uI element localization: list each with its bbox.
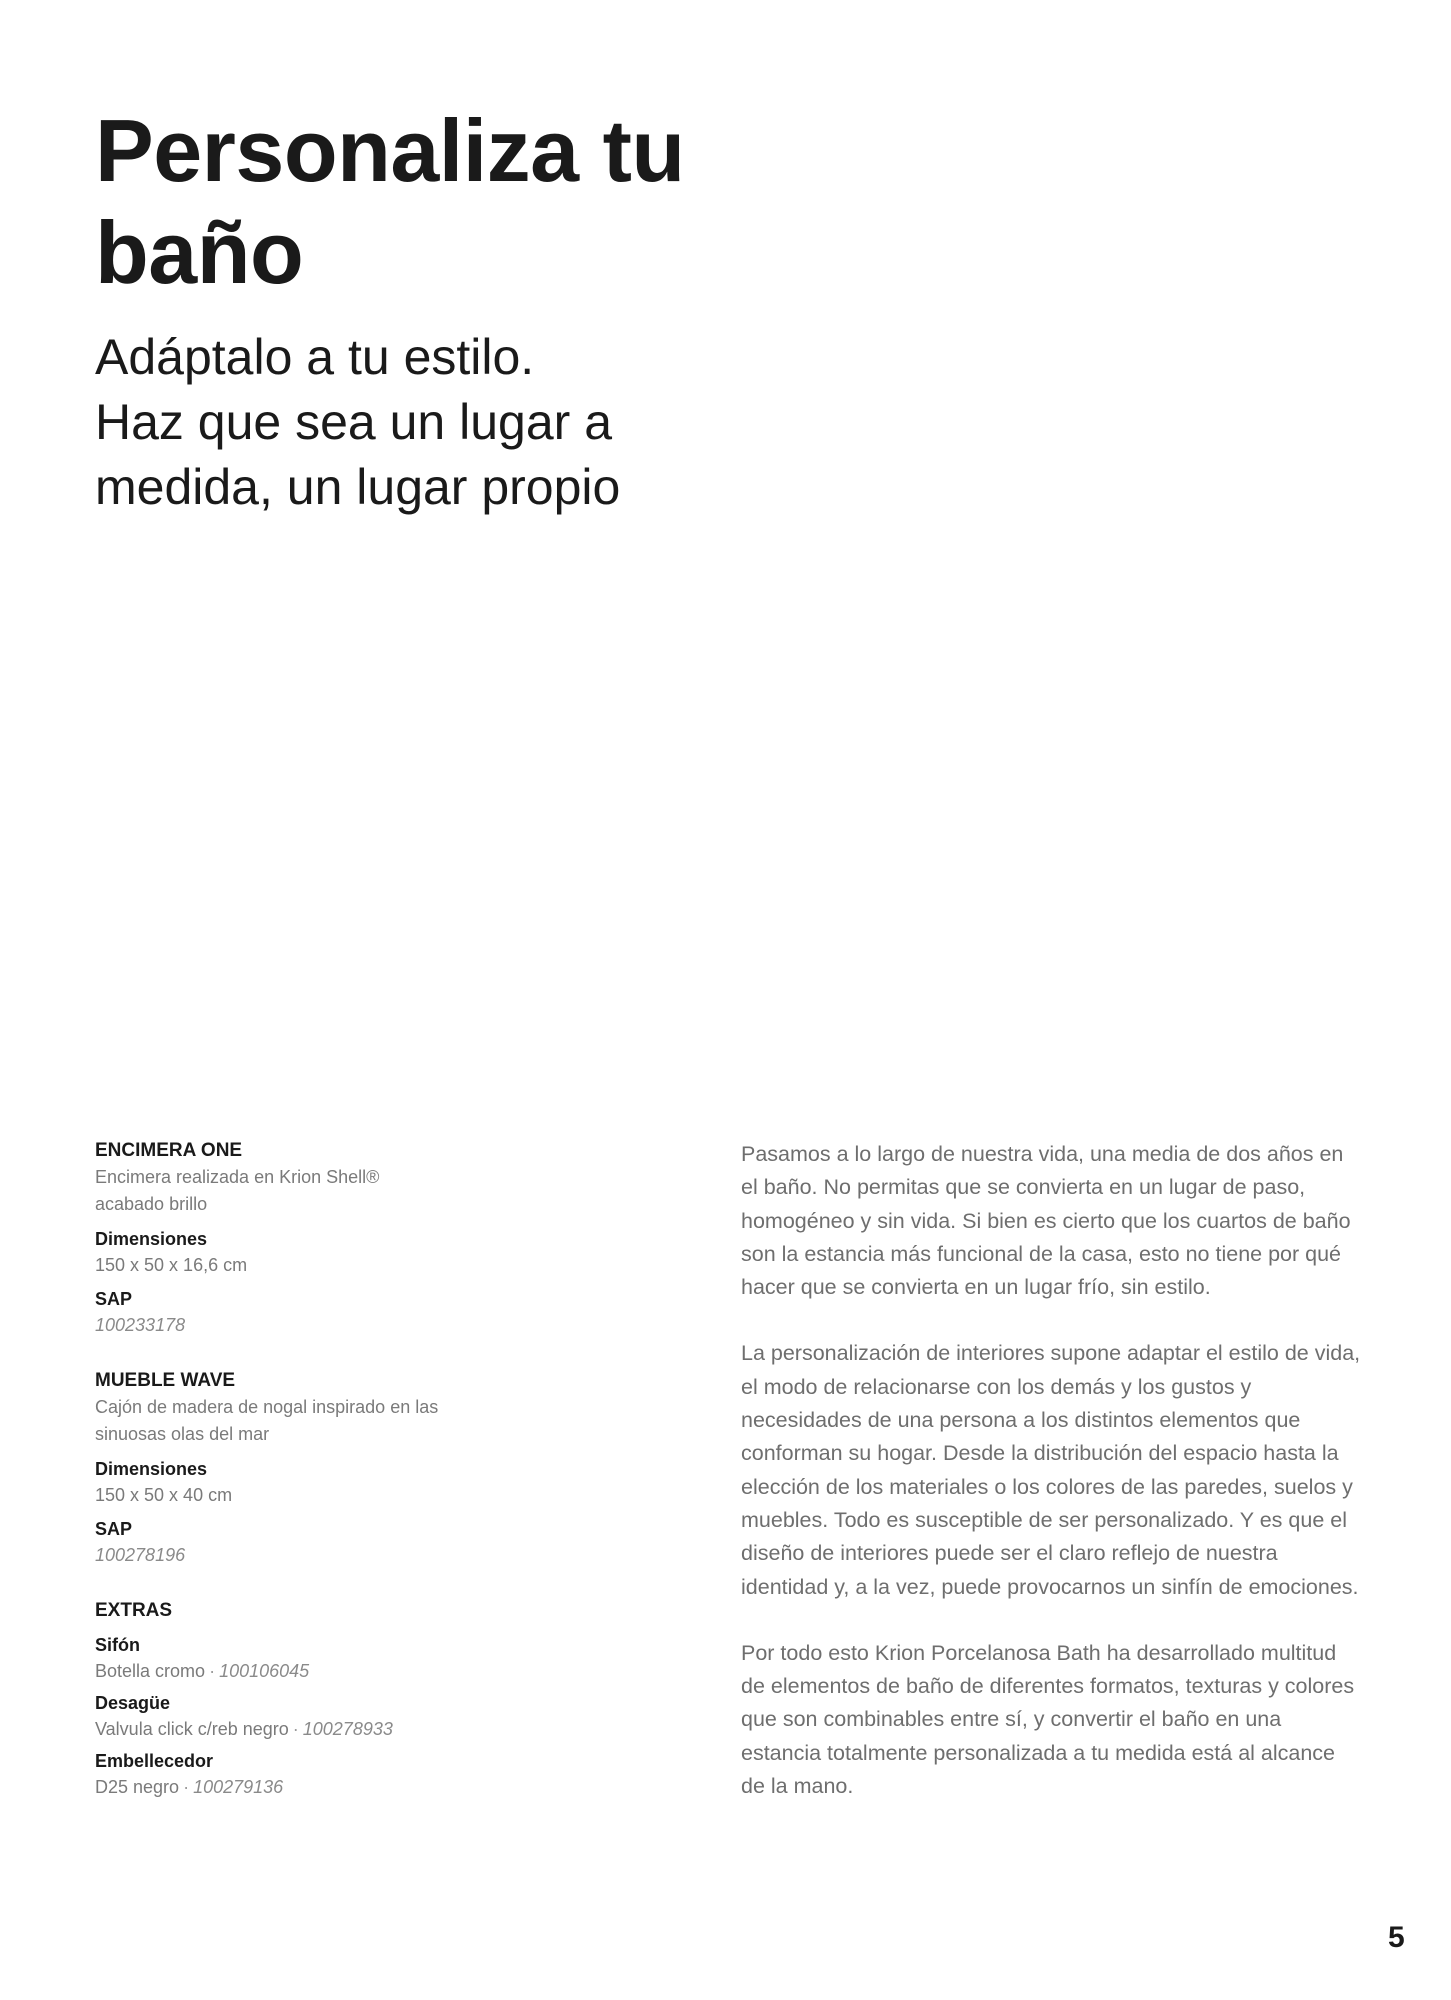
- dimensions-value: 150 x 50 x 40 cm: [95, 1485, 233, 1505]
- spec-extras: [95, 1598, 615, 1800]
- extra-value: [95, 1774, 615, 1800]
- subtitle-line: medida, un lugar propio: [95, 459, 621, 515]
- sap-value: 100278196: [95, 1545, 186, 1565]
- extra-code: 100278933: [302, 1719, 393, 1739]
- spec-heading: ENCIMERA ONE: [95, 1140, 243, 1161]
- spec-heading: EXTRAS: [95, 1600, 173, 1621]
- product-specs: [95, 1138, 615, 1830]
- sap-label: SAP: [95, 1519, 133, 1539]
- body-text: [741, 1138, 1361, 1836]
- spec-encimera: [95, 1138, 615, 1338]
- extra-separator: ·: [183, 1777, 190, 1797]
- page-title: Personaliza tu baño: [95, 101, 685, 302]
- extra-code: 100279136: [193, 1777, 284, 1797]
- dimensions-label: Dimensiones: [95, 1459, 208, 1479]
- extra-text: Valvula click c/reb negro: [95, 1719, 289, 1739]
- extra-text: Botella cromo: [95, 1661, 206, 1681]
- extra-value: [95, 1658, 615, 1684]
- subtitle-line: Adáptalo a tu estilo.: [95, 329, 535, 385]
- sap-value: 100233178: [95, 1315, 186, 1335]
- spec-description: Encimera realizada en Krion Shell® acabado brillo: [95, 1167, 380, 1214]
- spec-mueble: [95, 1368, 615, 1568]
- spec-description: Cajón de madera de nogal inspirado en las sinuosas olas del mar: [95, 1397, 439, 1444]
- page-number: 5: [1388, 1921, 1405, 1954]
- extra-text: D25 negro: [95, 1777, 180, 1797]
- body-paragraph: Pasamos a lo largo de nuestra vida, una media de dos años en el baño. No permitas que se convierta en un lugar de paso, homogéneo y sin vida. Si bien es cierto que los cuartos de baño son la estancia más funcional de la casa, esto no tiene por qué hacer que se convierta en un lugar frío, sin estilo.: [741, 1142, 1351, 1300]
- extra-label: Embellecedor: [95, 1751, 214, 1771]
- dimensions-label: Dimensiones: [95, 1229, 208, 1249]
- extra-code: 100106045: [219, 1661, 310, 1681]
- dimensions-value: 150 x 50 x 16,6 cm: [95, 1255, 248, 1275]
- spec-heading: MUEBLE WAVE: [95, 1370, 236, 1391]
- extra-separator: ·: [292, 1719, 299, 1739]
- extra-separator: ·: [209, 1661, 216, 1681]
- extra-label: Desagüe: [95, 1693, 171, 1713]
- subtitle-line: Haz que sea un lugar a: [95, 394, 613, 450]
- extra-label: Sifón: [95, 1635, 140, 1655]
- page-subtitle: [95, 325, 995, 520]
- body-paragraph: Por todo esto Krion Porcelanosa Bath ha desarrollado multitud de elementos de baño de diferentes formatos, texturas y colores que son combinables entre sí, y convertir el baño en una estancia totalmente personalizada a tu medida está al alcance de la mano.: [741, 1640, 1355, 1799]
- sap-label: SAP: [95, 1289, 133, 1309]
- extra-value: [95, 1716, 615, 1742]
- body-paragraph: La personalización de interiores supone adaptar el estilo de vida, el modo de relacionarse con los demás y los gustos y necesidades de una persona a los distintos elementos que conforman su hogar. Desde la distribución del espacio hasta la elección de los materiales o los colores de las paredes, suelos y muebles. Todo es susceptible de ser personalizado. Y es que el diseño de interiores puede ser el claro reflejo de nuestra identidad y, a la vez, puede provocarnos un sinfín de emociones.: [741, 1341, 1361, 1599]
